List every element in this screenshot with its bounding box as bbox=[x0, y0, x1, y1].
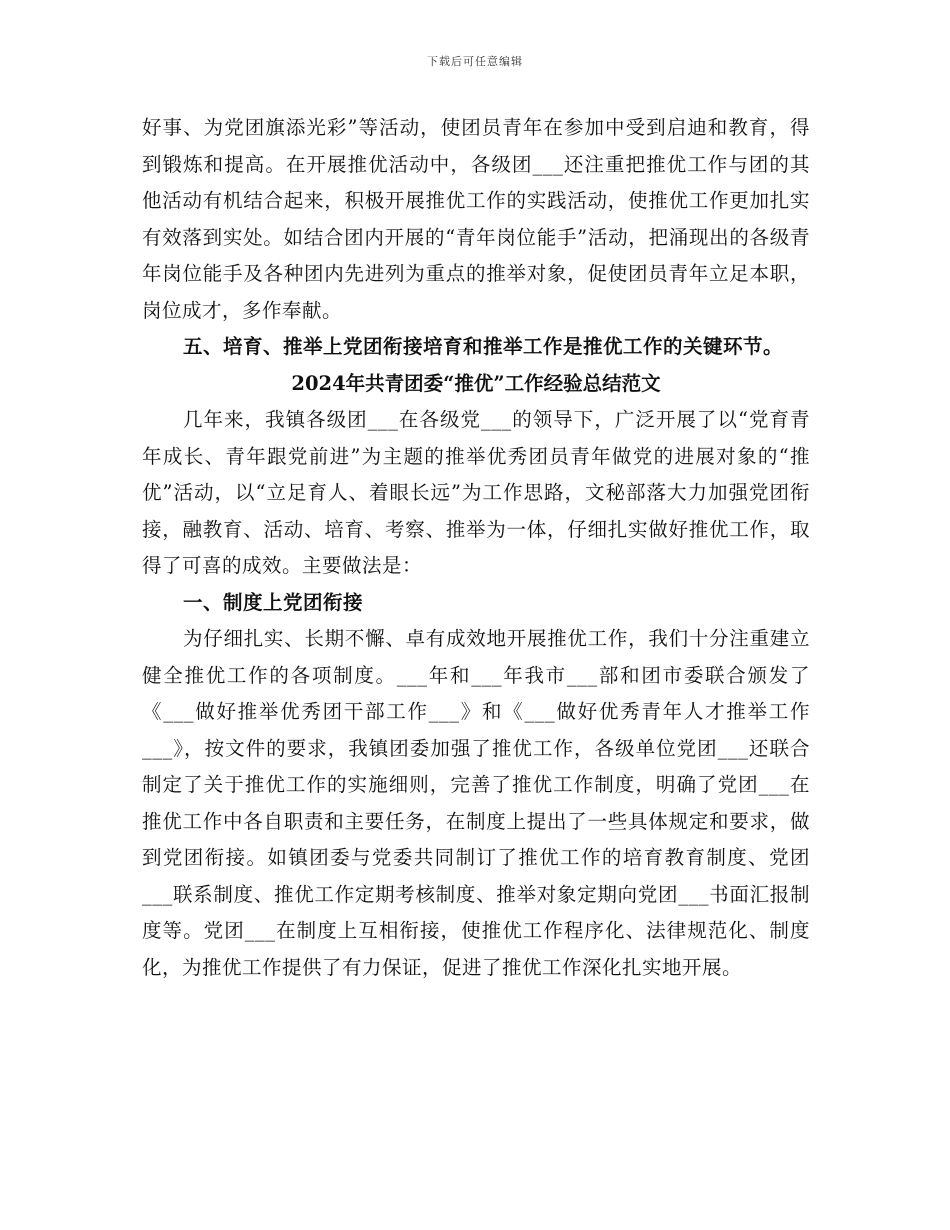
section-heading-five: 五、培育、推举上党团衔接培育和推举工作是推优工作的关键环节。 bbox=[183, 335, 784, 358]
document-title: 2024年共青团委“推优”工作经验总结范文 bbox=[291, 371, 661, 395]
paragraph-system: 为仔细扎实、长期不懈、卓有成效地开展推优工作，我们十分注重建立健全推优工作的各项制度。___年和___年我市___部和团市委联合颁发了《___做好推举优秀团干部工作___》和《___做好优秀青年人才推举工作___》，按文件的要求，我镇团委加强了推优工作，各级单位党团___还联合制定了关于推优工作的实施细则，完善了推优工作制度，明确了党团___在推优工作中各自职责和主要任务，在制度上提出了一些具体规定和要求，做到党团衔接。如镇团委与党委共同制订了推优工作的培育教育制度、党团___联系制度、推优工作定期考核制度、推举对象定期向党团___书面汇报制度等。党团___在制度上互相衔接，使推优工作程序化、法律规范化、制度化，为推优工作提供了有力保证，促进了推优工作深化扎实地开展。 bbox=[142, 627, 810, 979]
section-heading-one: 一、制度上党团衔接 bbox=[183, 590, 364, 614]
paragraph-continued: 好事、为党团旗添光彩”等活动，使团员青年在参加中受到启迪和教育，得到锻炼和提高。在开展推优活动中，各级团___还注重把推优工作与团的其他活动有机结合起来，积极开展推优工作的实践活动，使推优工作更加扎实有效落到实处。如结合团内开展的“青年岗位能手”活动，把涌现出的各级青年岗位能手及各种团内先进列为重点的推举对象，促使团员青年立足本职，岗位成才，多作奉献。 bbox=[142, 116, 810, 322]
paragraph-intro: 几年来，我镇各级团___在各级党___的领导下，广泛开展了以“党育青年成长、青年跟党前进”为主题的推举优秀团员青年做党的进展对象的“推优”活动，以“立足育人、着眼长远”为工作思路，文秘部落大力加强党团衔接，融教育、活动、培育、考察、推举为一体，仔细扎实做好推优工作，取得了可喜的成效。主要做法是： bbox=[142, 408, 810, 577]
page-header: 下载后可任意编辑 bbox=[427, 55, 523, 68]
document-body bbox=[142, 110, 810, 986]
